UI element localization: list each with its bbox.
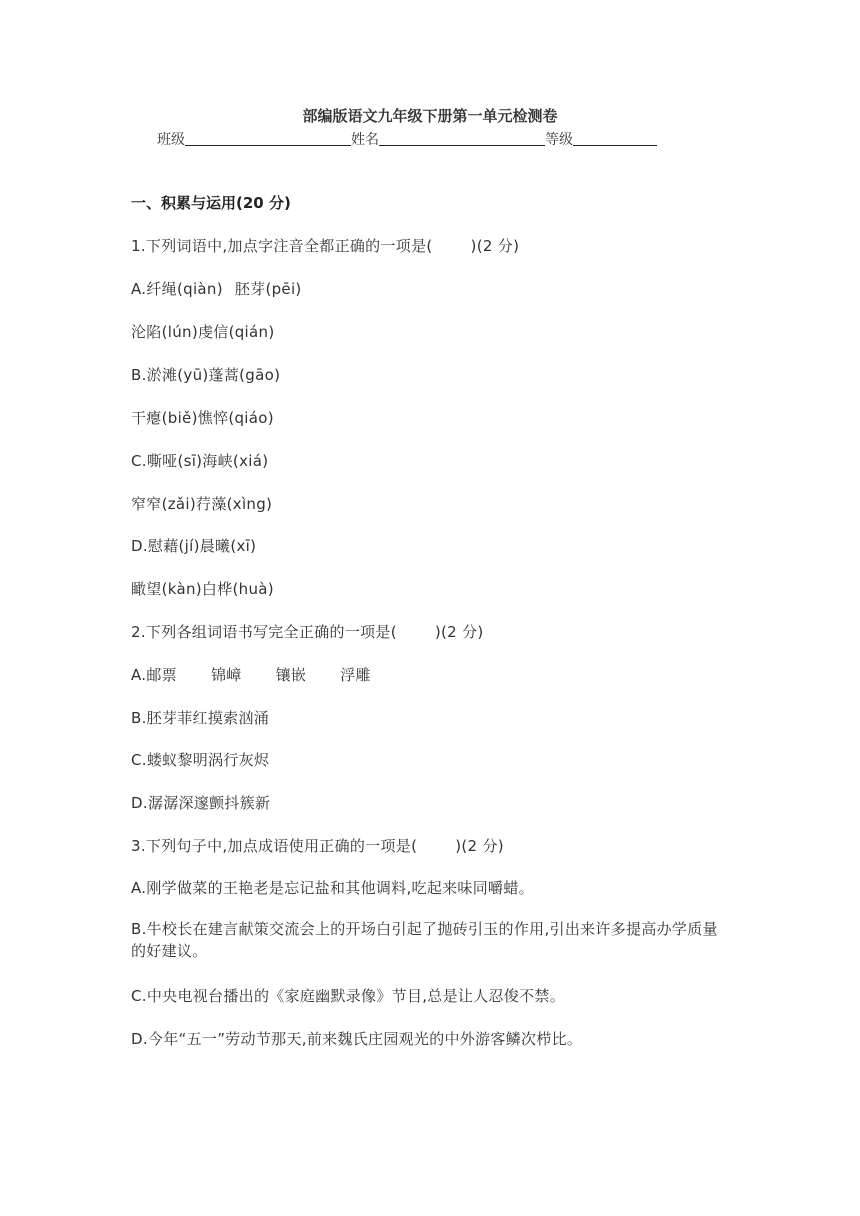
page-title: 部编版语文九年级下册第一单元检测卷 bbox=[302, 107, 558, 125]
question-1-option-c: C.嘶哑(sī)海峡(xiá) bbox=[131, 452, 269, 470]
name-label: 姓名 bbox=[351, 132, 379, 148]
question-3-option-b: B.牛校长在建言献策交流会上的开场白引起了抛砖引玉的作用,引出来许多提高办学质量的好建议。 bbox=[131, 920, 718, 960]
student-info-line bbox=[157, 129, 657, 149]
question-2-option-b: B.胚芽菲红摸索汹涌 bbox=[131, 709, 270, 727]
question-3-stem bbox=[131, 835, 504, 856]
option-word: A.纤绳(qiàn) bbox=[131, 280, 223, 298]
class-label: 班级 bbox=[157, 132, 185, 148]
grade-label: 等级 bbox=[545, 132, 573, 148]
question-1-option-d-line2: 瞰望(kàn)白桦(huà) bbox=[131, 580, 274, 598]
question-2-stem-text: 2.下列各组词语书写完全正确的一项是( bbox=[131, 623, 397, 641]
question-1-option-a-line2: 沦陷(lún)虔信(qián) bbox=[131, 323, 275, 341]
question-3-stem-text: 3.下列句子中,加点成语使用正确的一项是( bbox=[131, 837, 418, 855]
question-1-option-d: D.慰藉(jí)晨曦(xī) bbox=[131, 537, 257, 555]
question-3-option-d: D.今年“五一”劳动节那天,前来魏氏庄园观光的中外游客鳞次栉比。 bbox=[131, 1030, 583, 1048]
question-1-stem bbox=[131, 235, 519, 256]
question-2-stem bbox=[131, 621, 484, 642]
question-3-option-c: C.中央电视台播出的《家庭幽默录像》节目,总是让人忍俊不禁。 bbox=[131, 987, 566, 1005]
name-blank[interactable] bbox=[379, 131, 545, 146]
question-3-score: )(2 分) bbox=[455, 837, 504, 855]
section-heading: 一、积累与运用(20 分) bbox=[131, 194, 291, 212]
question-2-score: )(2 分) bbox=[434, 623, 484, 641]
question-2-option-c: C.蝼蚁黎明涡行灰烬 bbox=[131, 751, 270, 769]
question-1-option-b: B.淤滩(yū)蓬蒿(gāo) bbox=[131, 366, 281, 384]
option-word: A.邮票 bbox=[131, 666, 177, 684]
question-1-score: )(2 分) bbox=[470, 237, 520, 255]
question-2-option-d: D.潺潺深邃颤抖簇新 bbox=[131, 794, 271, 812]
question-1-option-b-line2: 干瘪(biě)憔悴(qiáo) bbox=[131, 409, 274, 427]
question-1-option-c-line2: 窄窄(zǎi)荇藻(xìng) bbox=[131, 495, 273, 513]
question-2-option-a bbox=[131, 664, 371, 685]
grade-blank[interactable] bbox=[573, 131, 657, 146]
question-1-stem-text: 1.下列词语中,加点字注音全都正确的一项是( bbox=[131, 237, 433, 255]
option-word: 胚芽(pēi) bbox=[234, 280, 302, 298]
option-word: 锦嶂 bbox=[210, 666, 242, 684]
option-word: 浮雕 bbox=[340, 666, 371, 684]
option-word: 镶嵌 bbox=[275, 666, 307, 684]
question-3-option-a: A.刚学做菜的王艳老是忘记盐和其他调料,吃起来味同嚼蜡。 bbox=[131, 879, 534, 897]
question-1-option-a bbox=[131, 278, 302, 299]
class-blank[interactable] bbox=[185, 131, 351, 146]
